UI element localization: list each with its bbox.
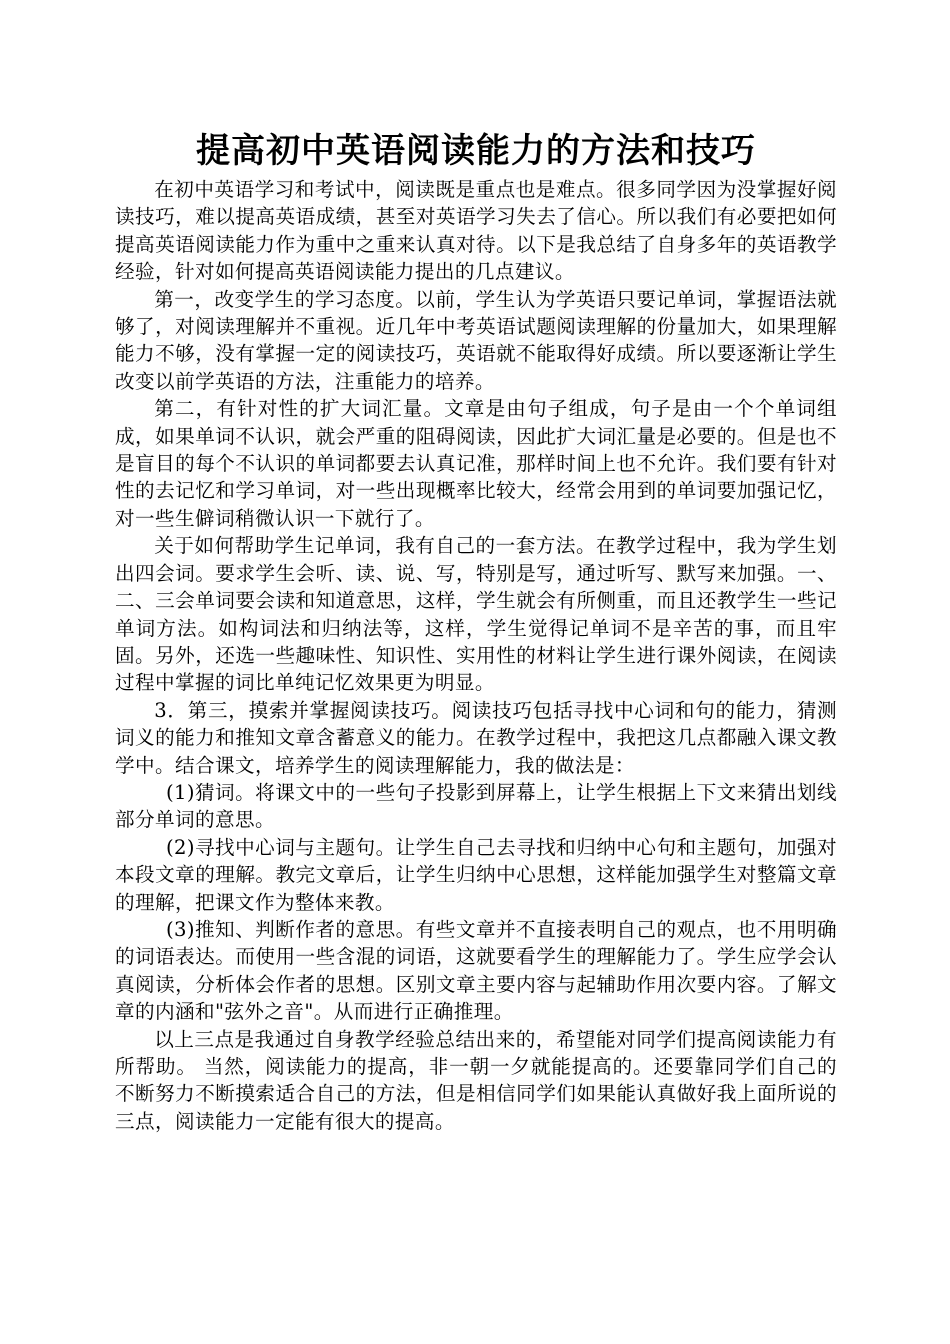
paragraph-third-point: 3．第三，摸索并掌握阅读技巧。阅读技巧包括寻找中心词和句的能力，猜测词义的能力和推知文章含蓄意义的能力。在教学过程中，我把这几点都融入课文教学中。结合课文，培养学生的阅读理解能力，我的做法是： [115, 698, 837, 777]
paragraph-conclusion: 以上三点是我通过自身教学经验总结出来的，希望能对同学们提高阅读能力有所帮助。 当然，阅读能力的提高，非一朝一夕就能提高的。还要靠同学们自己的不断努力不断摸索适合自己的方法，但是相信同学们如果能认真做好我上面所说的三点，阅读能力一定能有很大的提高。 [115, 1027, 837, 1133]
paragraph-first-point: 第一，改变学生的学习态度。以前，学生认为学英语只要记单词，掌握语法就够了，对阅读理解并不重视。近几年中考英语试题阅读理解的份量加大，如果理解能力不够，没有掌握一定的阅读技巧，英语就不能取得好成绩。所以要逐渐让学生改变以前学英语的方法，注重能力的培养。 [115, 287, 837, 393]
paragraph-second-point: 第二，有针对性的扩大词汇量。文章是由句子组成，句子是由一个个单词组成，如果单词不认识，就会严重的阻碍阅读，因此扩大词汇量是必要的。但是也不是盲目的每个不认识的单词都要去认真记准，那样时间上也不允许。我们要有针对性的去记忆和学习单词，对一些出现概率比较大，经常会用到的单词要加强记忆，对一些生僻词稍微认识一下就行了。 [115, 397, 837, 530]
document-title: 提高初中英语阅读能力的方法和技巧 [196, 131, 756, 171]
paragraph-topic-sentence: (2)寻找中心词与主题句。让学生自己去寻找和归纳中心句和主题句，加强对本段文章的理解。教完文章后，让学生归纳中心思想，这样能加强学生对整篇文章的理解，把课文作为整体来教。 [115, 835, 837, 914]
paragraph-vocabulary-method: 关于如何帮助学生记单词，我有自己的一套方法。在教学过程中，我为学生划出四会词。要求学生会听、读、说、写，特别是写，通过听写、默写来加强。一、二、三会单词要会读和知道意思，这样，学生就会有所侧重，而且还教学生一些记单词方法。如构词法和归纳法等，这样，学生觉得记单词不是辛苦的事，而且牢固。另外，还选一些趣味性、知识性、实用性的材料让学生进行课外阅读，在阅读过程中掌握的词比单纯记忆效果更为明显。 [115, 534, 837, 695]
document-page [115, 128, 837, 1135]
paragraph-intro: 在初中英语学习和考试中，阅读既是重点也是难点。很多同学因为没掌握好阅读技巧，难以提高英语成绩，甚至对英语学习失去了信心。所以我们有必要把如何提高英语阅读能力作为重中之重来认真对待。以下是我总结了自身多年的英语教学经验，针对如何提高英语阅读能力提出的几点建议。 [115, 178, 837, 284]
paragraph-infer-meaning: (3)推知、判断作者的意思。有些文章并不直接表明自己的观点，也不用明确的词语表达。而使用一些含混的词语，这就要看学生的理解能力了。学生应学会认真阅读，分析体会作者的思想。区别文章主要内容与起辅助作用次要内容。了解文章的内涵和"弦外之音"。从而进行正确推理。 [115, 917, 837, 1024]
paragraph-guess-words: (1)猜词。将课文中的一些句子投影到屏幕上，让学生根据上下文来猜出划线部分单词的意思。 [115, 780, 837, 832]
